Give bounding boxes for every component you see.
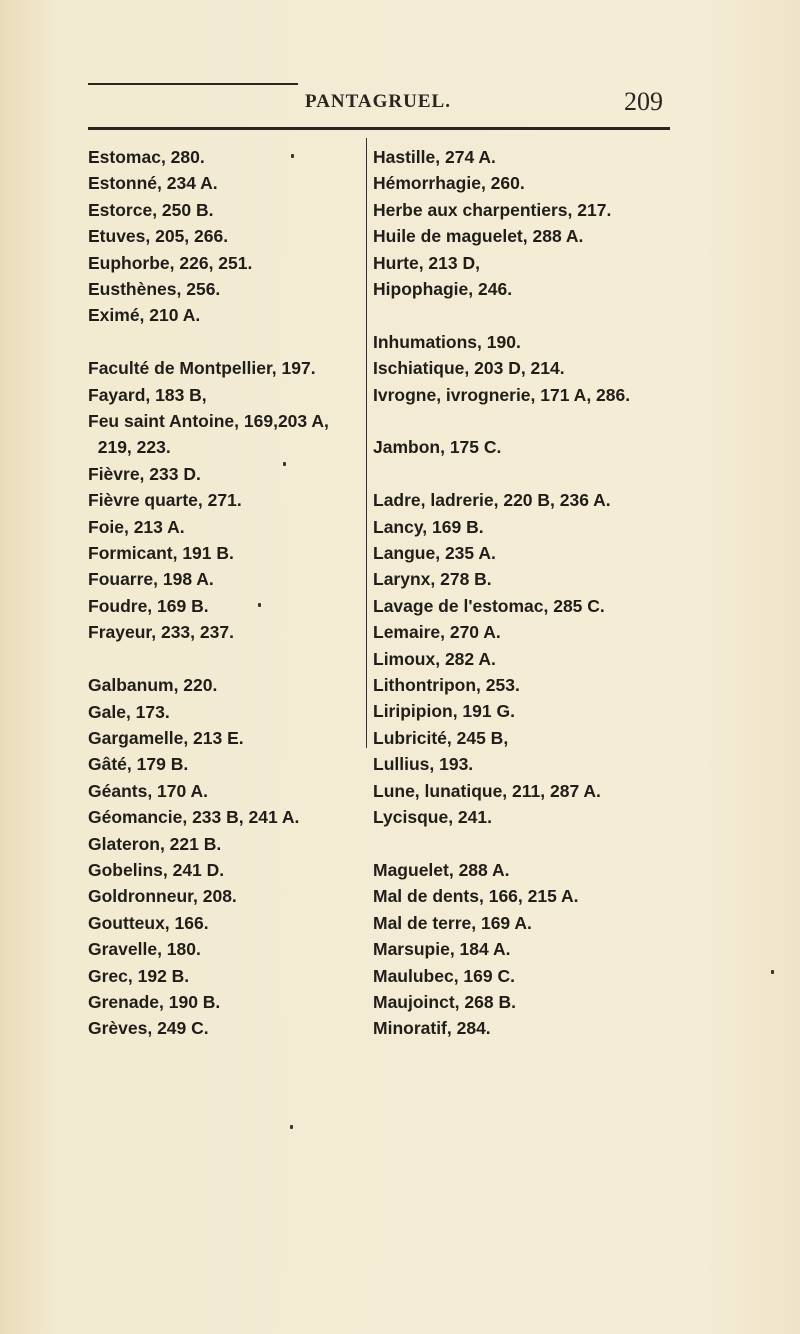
ink-speck	[283, 462, 286, 466]
section-gap	[373, 302, 673, 328]
index-entry: Larynx, 278 B.	[373, 569, 492, 590]
index-entry: Hastille, 274 A.	[373, 147, 496, 167]
index-entry: Estorce, 250 B.	[88, 199, 214, 220]
index-column-left	[88, 144, 378, 1042]
index-entry: Ivrogne, ivrognerie, 171 A, 286.	[373, 384, 631, 405]
index-entry: Grèves, 249 C.	[88, 1018, 209, 1039]
running-head: PANTAGRUEL.	[305, 91, 451, 112]
index-entry: Euphorbe, 226, 251.	[88, 252, 253, 273]
index-entry: Gale, 173.	[88, 701, 170, 722]
index-entry: Géants, 170 A.	[88, 780, 208, 801]
index-entry: Limoux, 282 A.	[373, 648, 496, 669]
index-entry: Lithontripon, 253.	[373, 675, 520, 696]
ink-speck	[771, 970, 774, 974]
index-entry: Goutteux, 166.	[88, 912, 209, 933]
index-entry: Estomac, 280.	[88, 147, 205, 167]
top-rule	[88, 83, 298, 85]
index-entry: Maulubec, 169 C.	[373, 965, 515, 986]
index-entry: Lullius, 193.	[373, 754, 474, 775]
index-entry: Lancy, 169 B.	[373, 516, 484, 537]
index-entry: Estonné, 234 A.	[88, 173, 218, 194]
index-entry: Eximé, 210 A.	[88, 305, 201, 326]
index-entry: Frayeur, 233, 237.	[88, 622, 234, 643]
ink-speck	[291, 154, 294, 158]
index-entry: Jambon, 175 C.	[373, 437, 502, 458]
index-entry: Gobelins, 241 D.	[88, 859, 225, 880]
index-entry: Herbe aux charpentiers, 217.	[373, 199, 612, 220]
index-entry: Maguelet, 288 A.	[373, 859, 510, 880]
section-gap	[88, 329, 378, 355]
index-entry: Marsupie, 184 A.	[373, 939, 511, 960]
index-entry: Inhumations, 190.	[373, 331, 521, 352]
index-entry: Lycisque, 241.	[373, 807, 492, 828]
index-entry: Feu saint Antoine, 169,203 A,	[88, 411, 329, 432]
index-entry: Fouarre, 198 A.	[88, 569, 214, 590]
index-entry: Foie, 213 A.	[88, 516, 185, 537]
index-entry: Gâté, 179 B.	[88, 754, 189, 775]
index-entry: Gravelle, 180.	[88, 939, 201, 960]
ink-speck	[290, 1125, 293, 1129]
index-entry: Gargamelle, 213 E.	[88, 727, 244, 748]
page-header	[0, 87, 800, 127]
index-entry: Ladre, ladrerie, 220 B, 236 A.	[373, 490, 611, 511]
column-divider	[366, 138, 367, 748]
index-entry: Foudre, 169 B.	[88, 595, 209, 616]
index-entry: Fayard, 183 B,	[88, 384, 207, 405]
index-entry: Mal de terre, 169 A.	[373, 912, 532, 933]
index-entry: Lune, lunatique, 211, 287 A.	[373, 780, 601, 801]
index-entry: Langue, 235 A.	[373, 543, 496, 564]
index-entry: Eusthènes, 256.	[88, 279, 221, 300]
section-gap	[373, 461, 673, 487]
index-entry: 219, 223.	[88, 437, 171, 458]
index-entry: Faculté de Montpellier, 197.	[88, 358, 316, 379]
index-entry: Minoratif, 284.	[373, 1018, 491, 1039]
index-entry: Maujoinct, 268 B.	[373, 991, 516, 1012]
index-entry: Fièvre, 233 D.	[88, 463, 201, 484]
index-entry: Lavage de l'estomac, 285 C.	[373, 595, 605, 616]
index-entry: Hurte, 213 D,	[373, 252, 480, 273]
index-entry: Grec, 192 B.	[88, 965, 190, 986]
index-entry: Huile de maguelet, 288 A.	[373, 226, 584, 247]
index-entry: Goldronneur, 208.	[88, 886, 237, 907]
page-number: 209	[624, 87, 663, 116]
index-entry: Glateron, 221 B.	[88, 833, 222, 854]
index-entry: Géomancie, 233 B, 241 A.	[88, 807, 300, 828]
header-rule	[88, 127, 670, 130]
index-entry: Fièvre quarte, 271.	[88, 490, 242, 511]
index-column-right	[373, 144, 673, 1042]
index-entry: Lubricité, 245 B,	[373, 727, 509, 748]
section-gap	[88, 646, 378, 672]
index-entry: Mal de dents, 166, 215 A.	[373, 886, 579, 907]
index-entry: Lemaire, 270 A.	[373, 622, 501, 643]
index-entry: Liripipion, 191 G.	[373, 701, 515, 722]
index-entry: Ischiatique, 203 D, 214.	[373, 358, 565, 379]
index-entry: Galbanum, 220.	[88, 675, 218, 696]
index-entry: Grenade, 190 B.	[88, 991, 221, 1012]
index-entry: Formicant, 191 B.	[88, 543, 234, 564]
index-entry: Hipophagie, 246.	[373, 279, 513, 300]
index-entry: Hémorrhagie, 260.	[373, 173, 525, 194]
section-gap	[373, 408, 673, 434]
section-gap	[373, 831, 673, 857]
index-entry: Etuves, 205, 266.	[88, 226, 229, 247]
ink-speck	[258, 603, 261, 607]
